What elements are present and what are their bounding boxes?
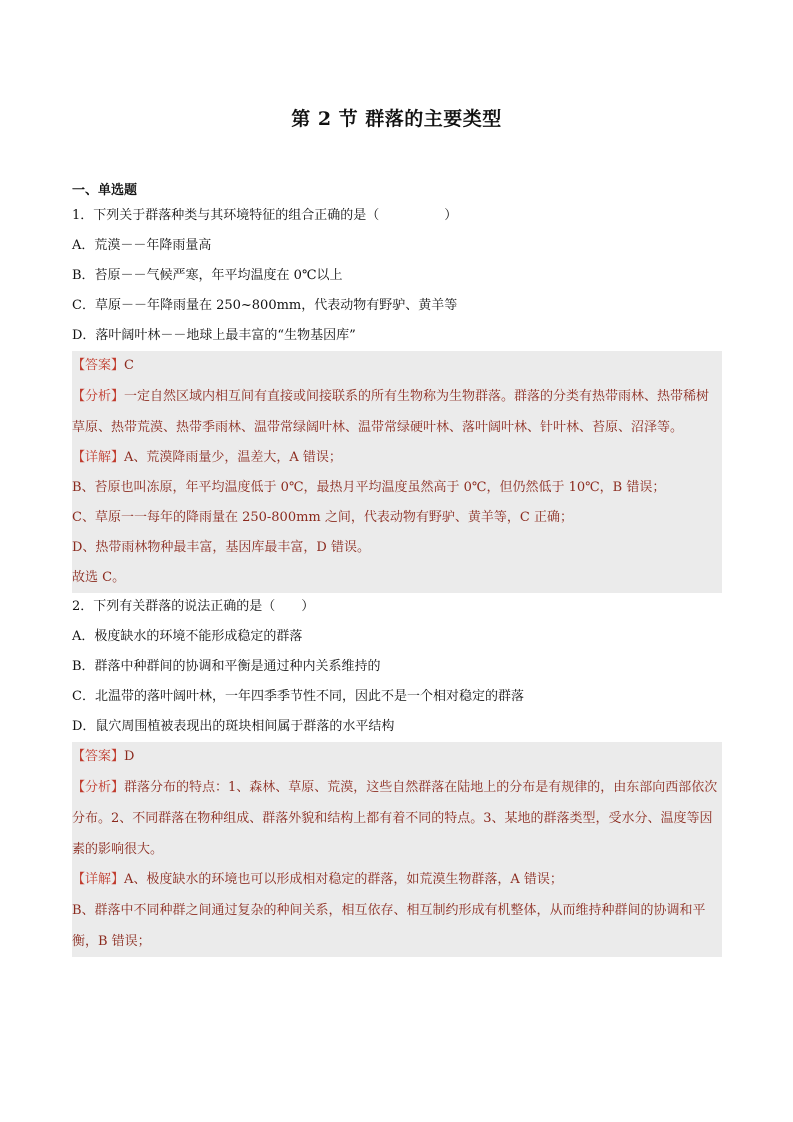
- option-a: A．荒漠－－年降雨量高: [72, 238, 212, 253]
- question-2: [72, 593, 722, 957]
- detail-line: B、苔原也叫冻原，年平均温度低于 0℃，最热月平均温度虽然高于 0℃，但仍然低于 10℃，B 错误；: [72, 473, 722, 503]
- section-heading: 一、单选题: [72, 183, 138, 198]
- option-c: C．北温带的落叶阔叶林，一年四季季节性不同，因此不是一个相对稳定的群落: [72, 689, 524, 704]
- question-stem: 1．下列关于群落种类与其环境特征的组合正确的是（ ）: [72, 208, 458, 223]
- answer-value: C: [124, 358, 134, 373]
- analysis-block: [72, 772, 722, 865]
- detail-tag: 【详解】: [72, 450, 125, 465]
- option-c: C．草原－－年降雨量在 250~800mm，代表动物有野驴、黄羊等: [72, 298, 458, 313]
- detail-line: C、草原一一每年的降雨量在 250-800mm 之间，代表动物有野驴、黄羊等，C 正确；: [72, 503, 722, 533]
- analysis-tag: 【分析】: [72, 389, 125, 404]
- question-1: [72, 202, 722, 593]
- document-content: [72, 180, 722, 957]
- detail-line: A、荒漠降雨量少，温差大，A 错误；: [124, 450, 342, 465]
- answer-block: [72, 742, 722, 772]
- answer-tag: 【答案】: [72, 749, 125, 764]
- option-d: D．鼠穴周围植被表现出的斑块相间属于群落的水平结构: [72, 719, 395, 734]
- analysis-block: [72, 381, 722, 443]
- analysis-tag: 【分析】: [72, 780, 125, 795]
- detail-tag: 【详解】: [72, 872, 125, 887]
- analysis-text: 群落分布的特点：1、森林、草原、荒漠，这些自然群落在陆地上的分布是有规律的，由东部向西部依次分布。2、不同群落在物种组成、群落外貌和结构上都有着不同的特点。3、某地的群落类型，受水分、温度等因素的影响很大。: [72, 780, 718, 857]
- option-b: B．群落中种群间的协调和平衡是通过种内关系维持的: [72, 659, 381, 674]
- page-title: 第 2 节 群落的主要类型: [291, 108, 502, 130]
- detail-line: D、热带雨林物种最丰富，基因库最丰富，D 错误。: [72, 533, 722, 563]
- answer-block: [72, 351, 722, 381]
- detail-block: [72, 865, 722, 895]
- option-b: B．苔原－－气候严寒，年平均温度在 0℃以上: [72, 268, 343, 283]
- option-a: A．极度缺水的环境不能形成稳定的群落: [72, 629, 303, 644]
- question-stem: 2．下列有关群落的说法正确的是（ ）: [72, 599, 315, 614]
- detail-block: [72, 443, 722, 473]
- conclusion-line: 故选 C。: [72, 563, 722, 593]
- detail-line: B、群落中不同种群之间通过复杂的种间关系，相互依存、相互制约形成有机整体，从而维持种群间的协调和平衡，B 错误；: [72, 895, 722, 957]
- answer-tag: 【答案】: [72, 358, 125, 373]
- analysis-text: 一定自然区域内相互间有直接或间接联系的所有生物称为生物群落。群落的分类有热带雨林、热带稀树草原、热带荒漠、热带季雨林、温带常绿阔叶林、温带常绿硬叶林、落叶阔叶林、针叶林、苔原、沼泽等。: [72, 389, 710, 435]
- detail-line: A、极度缺水的环境也可以形成相对稳定的群落，如荒漠生物群落，A 错误；: [124, 872, 563, 887]
- option-d: D．落叶阔叶林－－地球上最丰富的“生物基因库”: [72, 328, 356, 343]
- answer-value: D: [124, 749, 135, 764]
